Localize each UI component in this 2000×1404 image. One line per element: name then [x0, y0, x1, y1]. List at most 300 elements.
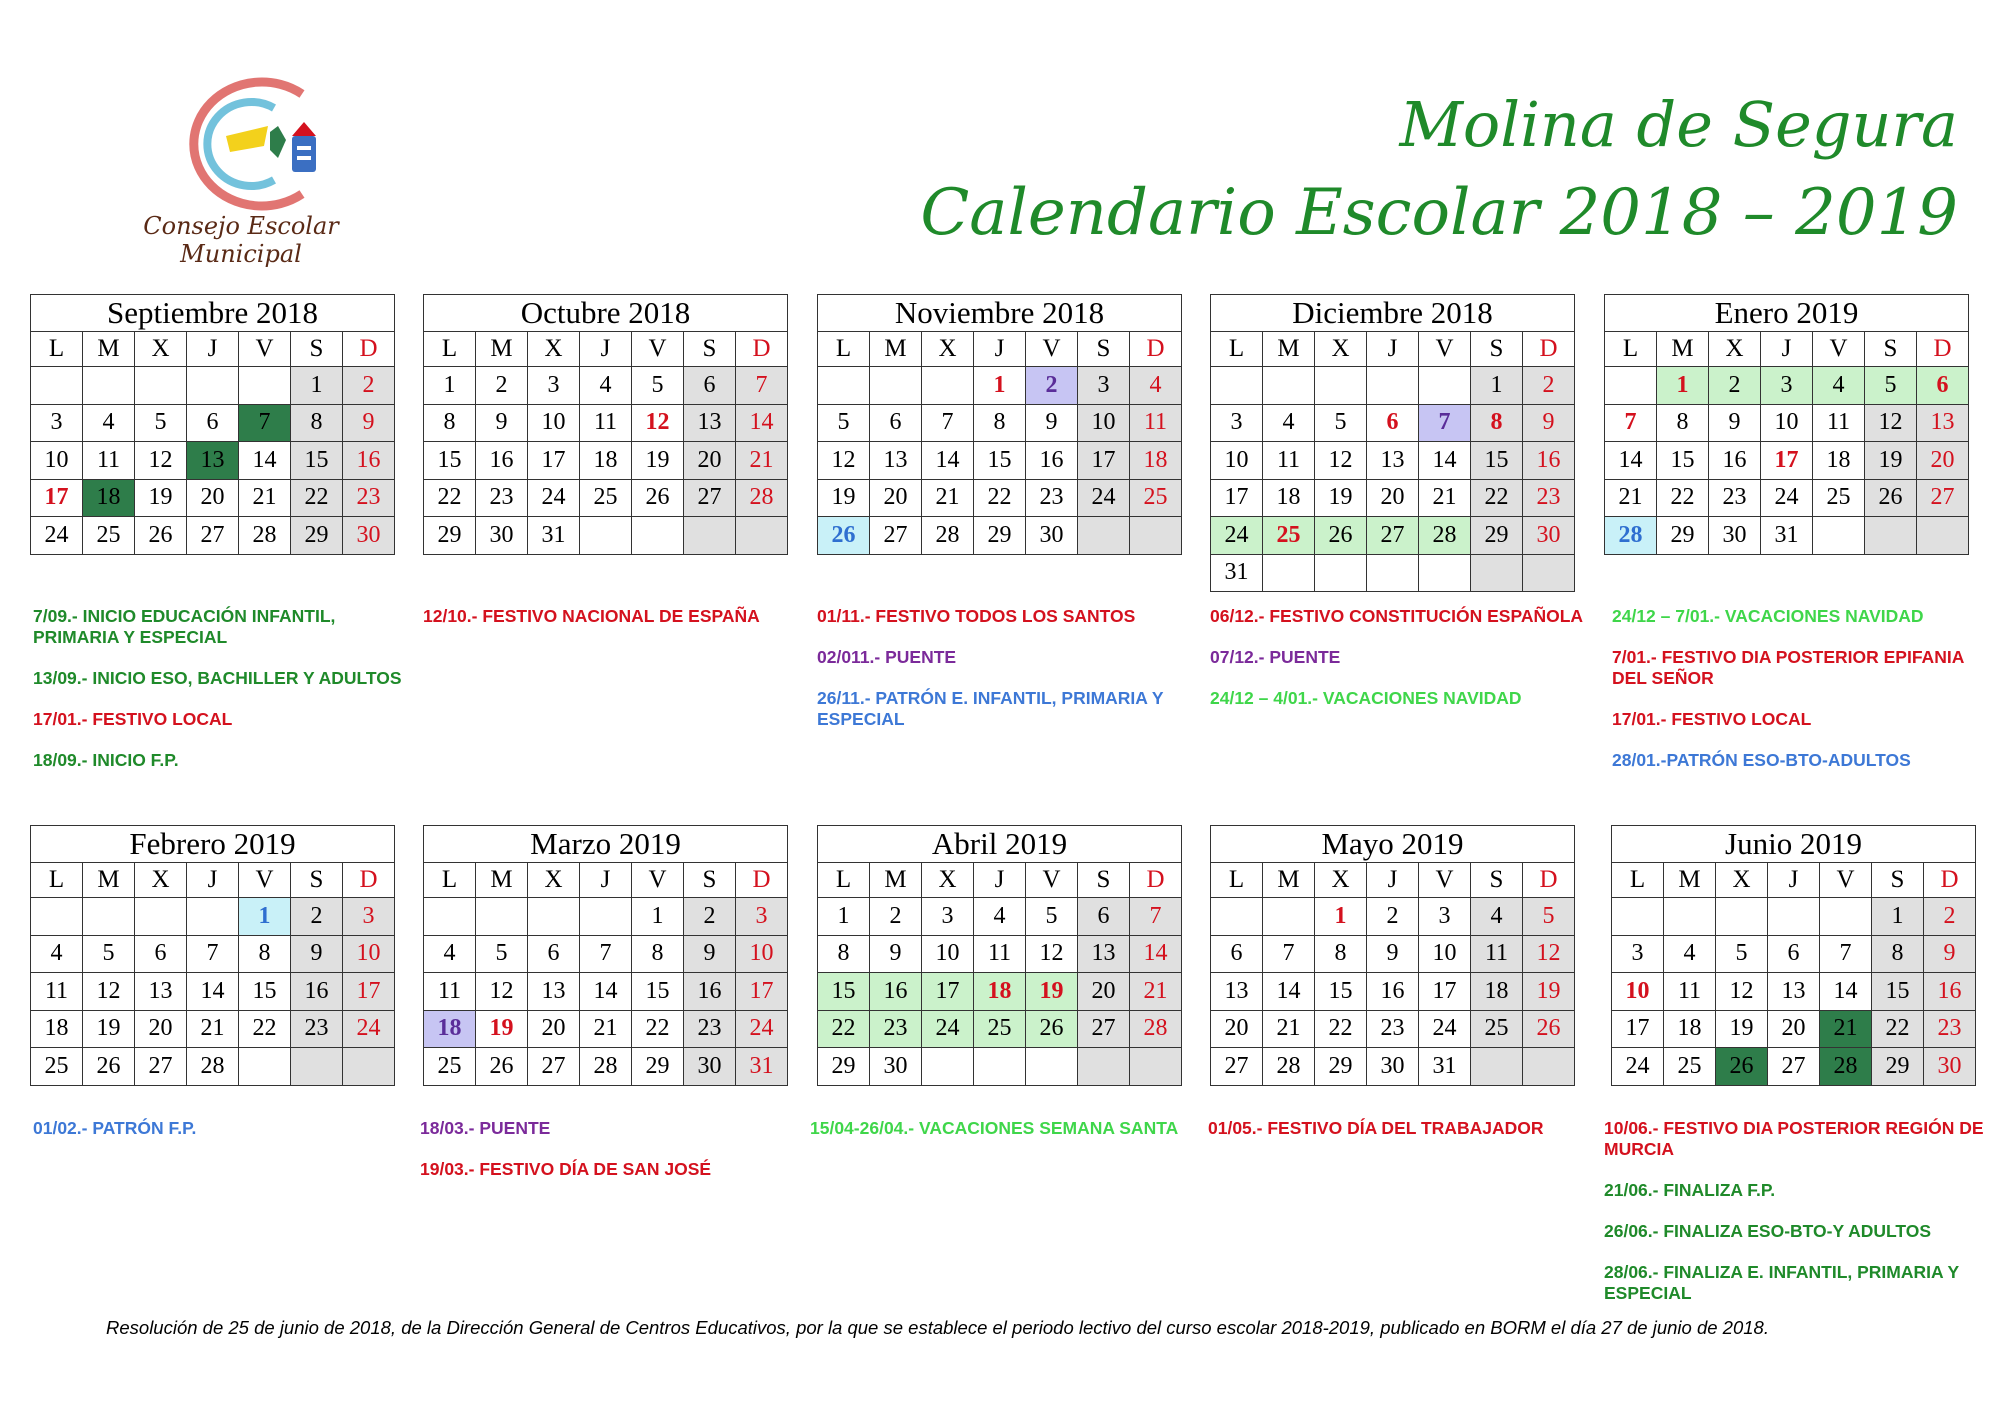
day-cell: 20 [1078, 973, 1130, 1011]
day-cell: 4 [1813, 367, 1865, 405]
day-cell: 7 [736, 367, 788, 405]
month-calendar [30, 825, 395, 1086]
day-cell: 5 [1865, 367, 1917, 405]
empty-cell [1211, 898, 1263, 936]
weekday-header: L [31, 332, 83, 367]
day-cell: 27 [1917, 479, 1969, 517]
day-cell: 12 [1523, 935, 1575, 973]
day-cell: 20 [1367, 479, 1419, 517]
logo-text: Consejo Escolar Municipal [143, 212, 339, 268]
day-cell: 4 [974, 898, 1026, 936]
weekday-header: D [1130, 332, 1182, 367]
day-cell: 7 [1263, 935, 1315, 973]
day-cell: 24 [31, 517, 83, 555]
day-cell: 4 [1471, 898, 1523, 936]
calendar-note: 26/11.- PATRÓN E. INFANTIL, PRIMARIA Y ESPECIAL [817, 688, 1164, 729]
weekday-header: J [1367, 332, 1419, 367]
empty-cell [1523, 1048, 1575, 1086]
day-cell: 8 [1471, 404, 1523, 442]
day-cell: 20 [528, 1010, 580, 1048]
day-cell: 7 [187, 935, 239, 973]
day-cell: 28 [1263, 1048, 1315, 1086]
month-title: Junio 2019 [1612, 826, 1976, 863]
day-cell: 1 [291, 367, 343, 405]
weekday-header: V [239, 863, 291, 898]
day-cell: 2 [1523, 367, 1575, 405]
day-cell: 6 [684, 367, 736, 405]
day-cell: 23 [476, 479, 528, 517]
day-cell: 26 [1523, 1010, 1575, 1048]
day-cell: 13 [1917, 404, 1969, 442]
day-cell: 3 [736, 898, 788, 936]
day-cell: 24 [922, 1010, 974, 1048]
day-cell: 6 [1211, 935, 1263, 973]
day-cell: 28 [1605, 517, 1657, 555]
month-calendar [1210, 294, 1575, 592]
day-cell: 23 [870, 1010, 922, 1048]
weekday-header: S [684, 332, 736, 367]
day-cell: 13 [870, 442, 922, 480]
notes-column [420, 1118, 802, 1200]
weekday-header: L [424, 863, 476, 898]
day-cell: 19 [476, 1010, 528, 1048]
day-cell: 1 [239, 898, 291, 936]
day-cell: 28 [187, 1048, 239, 1086]
empty-cell [83, 898, 135, 936]
day-cell: 13 [684, 404, 736, 442]
day-cell: 31 [1211, 554, 1263, 592]
day-cell: 28 [736, 479, 788, 517]
day-cell: 5 [135, 404, 187, 442]
day-cell: 14 [580, 973, 632, 1011]
day-cell: 21 [1263, 1010, 1315, 1048]
empty-cell [1367, 554, 1419, 592]
day-cell: 15 [424, 442, 476, 480]
day-cell: 26 [1865, 479, 1917, 517]
calendar-note: 01/02.- PATRÓN F.P. [33, 1118, 197, 1138]
weekday-header: D [343, 332, 395, 367]
day-cell: 15 [239, 973, 291, 1011]
day-cell: 13 [1768, 973, 1820, 1011]
day-cell: 9 [870, 935, 922, 973]
calendar-note: 18/09.- INICIO F.P. [33, 750, 179, 770]
day-cell: 16 [870, 973, 922, 1011]
month-title: Febrero 2019 [31, 826, 395, 863]
weekday-header: X [922, 332, 974, 367]
day-cell: 9 [1523, 404, 1575, 442]
day-cell: 29 [974, 517, 1026, 555]
weekday-header: L [31, 863, 83, 898]
notes-column [817, 606, 1199, 750]
day-cell: 31 [528, 517, 580, 555]
day-cell: 13 [1078, 935, 1130, 973]
empty-cell [31, 367, 83, 405]
day-cell: 1 [974, 367, 1026, 405]
day-cell: 16 [343, 442, 395, 480]
day-cell: 19 [1026, 973, 1078, 1011]
day-cell: 24 [528, 479, 580, 517]
day-cell: 27 [870, 517, 922, 555]
day-cell: 7 [922, 404, 974, 442]
day-cell: 19 [818, 479, 870, 517]
weekday-header: X [528, 332, 580, 367]
day-cell: 30 [870, 1048, 922, 1086]
page-title-city: Molina de Segura [1399, 88, 1958, 161]
month-calendar [1210, 825, 1575, 1086]
day-cell: 5 [476, 935, 528, 973]
calendar-note: 21/06.- FINALIZA F.P. [1604, 1180, 1776, 1200]
day-cell: 25 [1471, 1010, 1523, 1048]
day-cell: 13 [1367, 442, 1419, 480]
day-cell: 9 [476, 404, 528, 442]
day-cell: 22 [1315, 1010, 1367, 1048]
day-cell: 21 [580, 1010, 632, 1048]
day-cell: 7 [1419, 404, 1471, 442]
empty-cell [1026, 1048, 1078, 1086]
day-cell: 21 [1820, 1010, 1872, 1048]
day-cell: 27 [528, 1048, 580, 1086]
day-cell: 20 [187, 479, 239, 517]
day-cell: 22 [291, 479, 343, 517]
day-cell: 15 [632, 973, 684, 1011]
empty-cell [1612, 898, 1664, 936]
day-cell: 7 [1605, 404, 1657, 442]
day-cell: 25 [83, 517, 135, 555]
day-cell: 22 [1872, 1010, 1924, 1048]
calendar-note: 7/09.- INICIO EDUCACIÓN INFANTIL, PRIMARIA Y ESPECIAL [33, 606, 336, 647]
day-cell: 26 [1315, 517, 1367, 555]
day-cell: 14 [1130, 935, 1182, 973]
day-cell: 25 [1664, 1048, 1716, 1086]
day-cell: 23 [1523, 479, 1575, 517]
day-cell: 10 [1761, 404, 1813, 442]
calendar-note: 10/06.- FESTIVO DIA POSTERIOR REGIÓN DE MURCIA [1604, 1118, 1984, 1159]
weekday-header: D [736, 863, 788, 898]
empty-cell [974, 1048, 1026, 1086]
empty-cell [1078, 1048, 1130, 1086]
day-cell: 13 [135, 973, 187, 1011]
day-cell: 26 [135, 517, 187, 555]
day-cell: 27 [1078, 1010, 1130, 1048]
empty-cell [1315, 367, 1367, 405]
weekday-header: L [1211, 863, 1263, 898]
weekday-header: M [870, 863, 922, 898]
day-cell: 15 [974, 442, 1026, 480]
weekday-header: D [343, 863, 395, 898]
day-cell: 30 [1367, 1048, 1419, 1086]
weekday-header: X [922, 863, 974, 898]
day-cell: 26 [1026, 1010, 1078, 1048]
day-cell: 29 [632, 1048, 684, 1086]
day-cell: 20 [1211, 1010, 1263, 1048]
weekday-header: M [83, 863, 135, 898]
empty-cell [1820, 898, 1872, 936]
empty-cell [1917, 517, 1969, 555]
day-cell: 30 [684, 1048, 736, 1086]
day-cell: 3 [1211, 404, 1263, 442]
day-cell: 2 [1709, 367, 1761, 405]
day-cell: 12 [818, 442, 870, 480]
day-cell: 10 [1612, 973, 1664, 1011]
empty-cell [1768, 898, 1820, 936]
calendar-note: 7/01.- FESTIVO DIA POSTERIOR EPIFANIA DEL SEÑOR [1612, 647, 1964, 688]
empty-cell [135, 367, 187, 405]
day-cell: 1 [1471, 367, 1523, 405]
day-cell: 20 [870, 479, 922, 517]
weekday-header: D [736, 332, 788, 367]
day-cell: 20 [684, 442, 736, 480]
day-cell: 11 [83, 442, 135, 480]
weekday-header: S [1078, 332, 1130, 367]
day-cell: 20 [1768, 1010, 1820, 1048]
empty-cell [239, 367, 291, 405]
day-cell: 29 [424, 517, 476, 555]
day-cell: 17 [922, 973, 974, 1011]
empty-cell [1263, 367, 1315, 405]
day-cell: 6 [1917, 367, 1969, 405]
day-cell: 2 [1924, 898, 1976, 936]
weekday-header: M [476, 863, 528, 898]
weekday-header: J [187, 332, 239, 367]
month-calendar [1604, 294, 1969, 555]
day-cell: 19 [83, 1010, 135, 1048]
month-title: Noviembre 2018 [818, 295, 1182, 332]
day-cell: 24 [1761, 479, 1813, 517]
day-cell: 29 [1872, 1048, 1924, 1086]
day-cell: 9 [291, 935, 343, 973]
day-cell: 17 [1211, 479, 1263, 517]
day-cell: 1 [632, 898, 684, 936]
day-cell: 30 [1026, 517, 1078, 555]
notes-column [1210, 606, 1592, 729]
weekday-header: M [1657, 332, 1709, 367]
day-cell: 25 [1813, 479, 1865, 517]
day-cell: 28 [1419, 517, 1471, 555]
day-cell: 17 [736, 973, 788, 1011]
calendar-note: 01/11.- FESTIVO TODOS LOS SANTOS [817, 606, 1136, 626]
day-cell: 6 [1367, 404, 1419, 442]
weekday-header: S [291, 863, 343, 898]
day-cell: 25 [1263, 517, 1315, 555]
day-cell: 3 [922, 898, 974, 936]
empty-cell [1716, 898, 1768, 936]
day-cell: 23 [1026, 479, 1078, 517]
month-calendar [30, 294, 395, 555]
weekday-header: J [974, 863, 1026, 898]
day-cell: 4 [1664, 935, 1716, 973]
day-cell: 25 [1130, 479, 1182, 517]
day-cell: 21 [1605, 479, 1657, 517]
weekday-header: J [974, 332, 1026, 367]
day-cell: 16 [1367, 973, 1419, 1011]
day-cell: 27 [187, 517, 239, 555]
empty-cell [528, 898, 580, 936]
weekday-header: M [476, 332, 528, 367]
weekday-header: V [1419, 332, 1471, 367]
weekday-header: X [1315, 332, 1367, 367]
day-cell: 26 [83, 1048, 135, 1086]
calendar-note: 26/06.- FINALIZA ESO-BTO-Y ADULTOS [1604, 1221, 1932, 1241]
month-title: Enero 2019 [1605, 295, 1969, 332]
day-cell: 23 [684, 1010, 736, 1048]
day-cell: 10 [343, 935, 395, 973]
day-cell: 27 [684, 479, 736, 517]
day-cell: 12 [1865, 404, 1917, 442]
empty-cell [31, 898, 83, 936]
day-cell: 24 [1419, 1010, 1471, 1048]
day-cell: 12 [1315, 442, 1367, 480]
notes-column [1208, 1118, 1590, 1159]
day-cell: 15 [1315, 973, 1367, 1011]
day-cell: 23 [291, 1010, 343, 1048]
weekday-header: D [1523, 863, 1575, 898]
day-cell: 11 [1813, 404, 1865, 442]
day-cell: 13 [187, 442, 239, 480]
weekday-header: V [239, 332, 291, 367]
weekday-header: V [1026, 332, 1078, 367]
day-cell: 18 [1813, 442, 1865, 480]
empty-cell [187, 367, 239, 405]
empty-cell [239, 1048, 291, 1086]
day-cell: 12 [1716, 973, 1768, 1011]
day-cell: 18 [1471, 973, 1523, 1011]
day-cell: 23 [1709, 479, 1761, 517]
weekday-header: V [632, 863, 684, 898]
day-cell: 19 [1523, 973, 1575, 1011]
day-cell: 17 [1078, 442, 1130, 480]
calendar-note: 15/04-26/04.- VACACIONES SEMANA SANTA [810, 1118, 1179, 1138]
day-cell: 28 [922, 517, 974, 555]
empty-cell [1263, 554, 1315, 592]
weekday-header: D [1924, 863, 1976, 898]
calendar-note: 19/03.- FESTIVO DÍA DE SAN JOSÉ [420, 1159, 712, 1179]
empty-cell [1471, 554, 1523, 592]
weekday-header: X [528, 863, 580, 898]
day-cell: 9 [1367, 935, 1419, 973]
weekday-header: X [1709, 332, 1761, 367]
day-cell: 6 [1078, 898, 1130, 936]
day-cell: 14 [1419, 442, 1471, 480]
day-cell: 7 [580, 935, 632, 973]
day-cell: 21 [1130, 973, 1182, 1011]
weekday-header: V [1419, 863, 1471, 898]
day-cell: 6 [187, 404, 239, 442]
day-cell: 5 [1523, 898, 1575, 936]
day-cell: 24 [1078, 479, 1130, 517]
empty-cell [476, 898, 528, 936]
weekday-header: M [83, 332, 135, 367]
empty-cell [1130, 1048, 1182, 1086]
calendar-note: 02/011.- PUENTE [817, 647, 957, 667]
day-cell: 1 [1315, 898, 1367, 936]
weekday-header: J [1768, 863, 1820, 898]
day-cell: 14 [187, 973, 239, 1011]
day-cell: 12 [476, 973, 528, 1011]
day-cell: 11 [1130, 404, 1182, 442]
day-cell: 22 [424, 479, 476, 517]
day-cell: 22 [974, 479, 1026, 517]
weekday-header: X [1716, 863, 1768, 898]
day-cell: 7 [239, 404, 291, 442]
weekday-header: S [1872, 863, 1924, 898]
day-cell: 2 [291, 898, 343, 936]
day-cell: 6 [1768, 935, 1820, 973]
empty-cell [1523, 554, 1575, 592]
day-cell: 1 [1657, 367, 1709, 405]
empty-cell [1078, 517, 1130, 555]
day-cell: 29 [1657, 517, 1709, 555]
day-cell: 3 [528, 367, 580, 405]
day-cell: 27 [1211, 1048, 1263, 1086]
day-cell: 14 [1263, 973, 1315, 1011]
weekday-header: S [1471, 863, 1523, 898]
day-cell: 30 [1924, 1048, 1976, 1086]
weekday-header: L [818, 332, 870, 367]
day-cell: 2 [476, 367, 528, 405]
notes-column [33, 606, 415, 791]
month-title: Octubre 2018 [424, 295, 788, 332]
day-cell: 10 [1211, 442, 1263, 480]
day-cell: 31 [1761, 517, 1813, 555]
day-cell: 10 [528, 404, 580, 442]
empty-cell [1130, 517, 1182, 555]
day-cell: 8 [291, 404, 343, 442]
weekday-header: S [291, 332, 343, 367]
day-cell: 18 [1664, 1010, 1716, 1048]
day-cell: 29 [1315, 1048, 1367, 1086]
weekday-header: D [1523, 332, 1575, 367]
month-title: Diciembre 2018 [1211, 295, 1575, 332]
day-cell: 28 [1130, 1010, 1182, 1048]
day-cell: 5 [83, 935, 135, 973]
day-cell: 28 [580, 1048, 632, 1086]
day-cell: 23 [1924, 1010, 1976, 1048]
day-cell: 8 [424, 404, 476, 442]
day-cell: 17 [1419, 973, 1471, 1011]
day-cell: 26 [1716, 1048, 1768, 1086]
day-cell: 14 [1820, 973, 1872, 1011]
day-cell: 9 [684, 935, 736, 973]
empty-cell [1813, 517, 1865, 555]
day-cell: 18 [31, 1010, 83, 1048]
day-cell: 21 [736, 442, 788, 480]
day-cell: 28 [1820, 1048, 1872, 1086]
day-cell: 24 [343, 1010, 395, 1048]
day-cell: 22 [1657, 479, 1709, 517]
month-calendar [423, 825, 788, 1086]
day-cell: 2 [1367, 898, 1419, 936]
empty-cell [922, 367, 974, 405]
day-cell: 25 [31, 1048, 83, 1086]
day-cell: 24 [1211, 517, 1263, 555]
day-cell: 31 [736, 1048, 788, 1086]
day-cell: 21 [922, 479, 974, 517]
day-cell: 18 [1263, 479, 1315, 517]
calendar-note: 07/12.- PUENTE [1210, 647, 1341, 667]
day-cell: 23 [343, 479, 395, 517]
calendar-note: 24/12 – 4/01.- VACACIONES NAVIDAD [1210, 688, 1522, 708]
notes-column [423, 606, 805, 647]
notes-column [1612, 606, 1994, 791]
day-cell: 13 [1211, 973, 1263, 1011]
day-cell: 1 [1872, 898, 1924, 936]
day-cell: 15 [1872, 973, 1924, 1011]
day-cell: 13 [528, 973, 580, 1011]
day-cell: 12 [83, 973, 135, 1011]
page-title-calendar: Calendario Escolar 2018 – 2019 [920, 176, 1958, 250]
empty-cell [736, 517, 788, 555]
empty-cell [135, 898, 187, 936]
